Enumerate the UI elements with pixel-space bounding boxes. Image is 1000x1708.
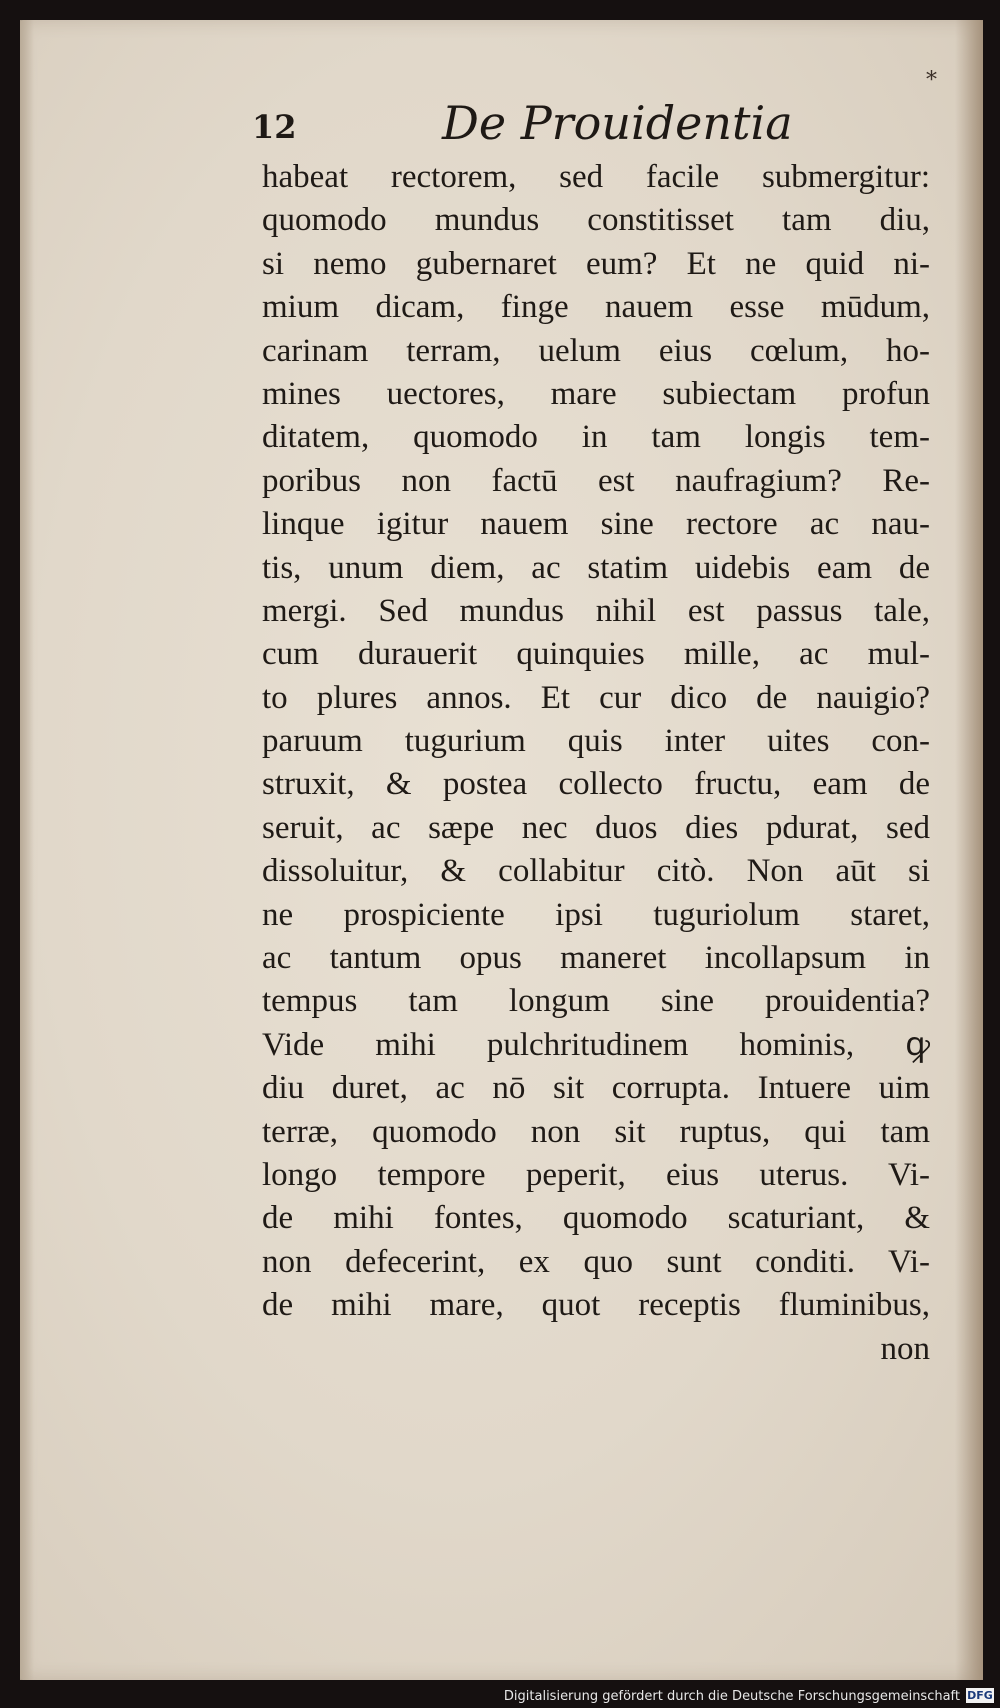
text-line: Vide mihi pulchritudinem hominis, ꝙ [262,1026,930,1063]
text-line: paruum tugurium quis inter uites con- [262,723,930,760]
text-line: to plures annos. Et cur dico de nauigio? [262,679,930,716]
text-line: ne prospiciente ipsi tuguriolum staret, [262,896,930,933]
text-line: diu duret, ac nō sit corrupta. Intuere uim [262,1070,930,1107]
page-gutter [20,20,34,1680]
text-line: cum durauerit quinquies mille, ac mul- [262,636,930,673]
body-text [262,156,930,1371]
text-line: mergi. Sed mundus nihil est passus tale, [262,592,930,629]
digitization-credit: Digitalisierung gefördert durch die Deutsche Forschungsgemeinschaft [503,1689,960,1704]
running-head [252,96,952,152]
text-line: seruit, ac sæpe nec duos dies pdurat, sed [262,809,930,846]
text-line: tis, unum diem, ac statim uidebis eam de [262,549,930,586]
text-line: de mihi mare, quot receptis fluminibus, [262,1287,930,1324]
text-line: habeat rectorem, sed facile submergitur: [262,159,930,195]
text-line: ditatem, quomodo in tam longis tem- [262,419,930,456]
text-line: poribus non factū est naufragium? Re- [262,462,930,499]
text-line: longo tempore peperit, eius uterus. Vi- [262,1156,930,1193]
page-number: 12 [252,108,297,146]
text-line: ac tantum opus maneret incollapsum in [262,940,930,977]
corner-mark: * [926,68,937,93]
running-title: De Prouidentia [442,96,793,150]
text-line: mium dicam, finge nauem esse mūdum, [262,289,930,326]
text-line: terræ, quomodo non sit ruptus, qui tam [262,1113,930,1150]
text-line: dissoluitur, & collabitur citò. Non aūt si [262,853,930,890]
dfg-logo: DFG [967,1689,993,1702]
text-line: de mihi fontes, quomodo scaturiant, & [262,1200,930,1237]
text-line: quomodo mundus constitisset tam diu, [262,202,930,239]
text-line: tempus tam longum sine prouidentia? [262,983,930,1020]
text-line: struxit, & postea collecto fructu, eam de [262,766,930,803]
text-line: linque igitur nauem sine rectore ac nau- [262,506,930,543]
catchword: non [880,1330,930,1367]
text-line: mines uectores, mare subiectam profun [262,375,930,412]
text-line: non defecerint, ex quo sunt conditi. Vi- [262,1243,930,1280]
text-line: carinam terram, uelum eius cœlum, ho- [262,332,930,369]
text-line: si nemo gubernaret eum? Et ne quid ni- [262,245,930,282]
page-edge [955,20,983,1680]
